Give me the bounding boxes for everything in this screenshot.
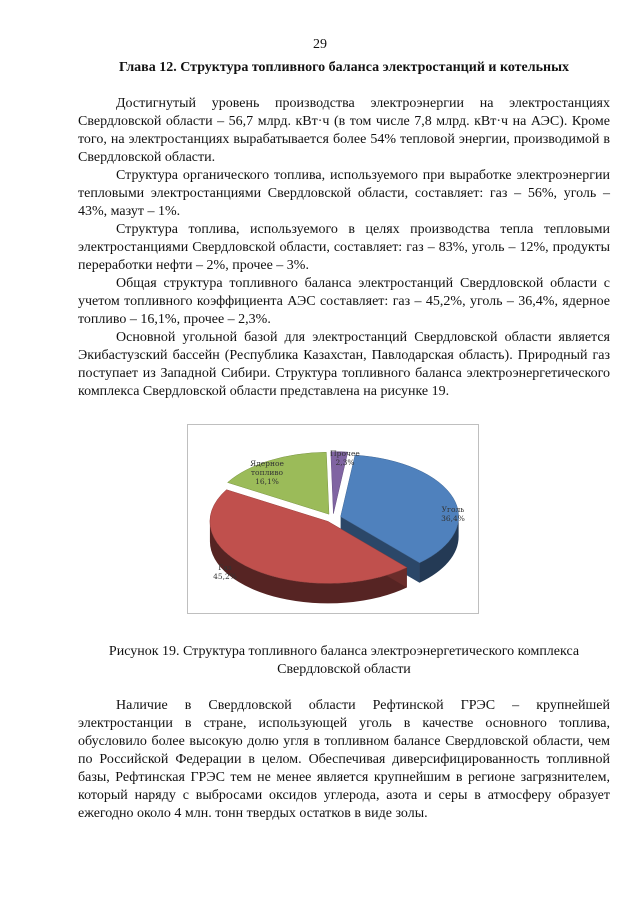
slice-label-2: Ядерное топливо 16,1% [250, 459, 284, 486]
paragraph-electricity-output: Достигнутый уровень производства электроэнергии на электростанциях Свердловской области – 56,7 млрд. кВт·ч (в том числе 7,8 млрд. кВт·ч на АЭС). Кроме того, на электростанциях вырабатывается более 54% тепловой энергии, производимой в Свердловской области. [78, 96, 610, 165]
pie-chart-figure [187, 424, 479, 614]
paragraph-organic-fuel-structure: Структура органического топлива, используемого при выработке электроэнергии тепловыми электростанциями Свердловской области, составляет: газ – 56%, уголь – 43%, мазут – 1%. [78, 168, 610, 219]
text-block-after-figure [78, 697, 610, 823]
text-block-before-figure [78, 95, 610, 401]
chapter-title: Глава 12. Структура топливного баланса электростанций и котельных [118, 60, 569, 75]
paragraph-coal-gas-sources: Основной угольной базой для электростанций Свердловской области является Экибастузский бассейн (Республика Казахстан, Павлодарская область). Природный газ поступает из Западной Сибири. Структура топливного баланса электроэнергетического комплекса Свердловской области представлена на рисунке 19. [78, 330, 610, 399]
paragraph-reftinskaya-gres: Наличие в Свердловской области Рефтинской ГРЭС – крупнейшей электростанции в стране, использующей уголь в качестве основного топлива, обусловило более высокую долю угля в топливном балансе Свердловской области, чем по Российской Федерации в целом. Обеспечивая диверсифицированность топливной базы, Рефтинская ГРЭС тем не менее является крупнейшим в регионе загрязнителем, который наряду с выбросами оксидов углерода, азота и серы в атмосферу образует ежегодно около 4 млн. тонн твердых остатков в виде золы. [78, 698, 610, 821]
paragraph-heat-fuel-structure: Структура топлива, используемого в целях производства тепла тепловыми электростанциями Свердловской области, составляет: газ – 83%, уголь – 12%, продукты переработки нефти – 2%, прочее – 3%. [78, 222, 610, 273]
pie-chart [188, 425, 478, 613]
slice-label-0: Уголь 36,4% [441, 505, 465, 523]
paragraph-overall-fuel-balance: Общая структура топливного баланса электростанций Свердловской области с учетом топливного коэффициента АЭС составляет: газ – 45,2%, уголь – 36,4%, ядерное топливо – 16,1%, прочее – 2,3%. [78, 276, 610, 327]
page-number: 29 [313, 37, 327, 52]
figure-caption: Рисунок 19. Структура топливного баланса электроэнергетического комплекса Свердловской области [108, 644, 580, 677]
slice-label-3: Прочее 2,3% [330, 449, 360, 467]
slice-label-1: Газ 45,2% [213, 563, 237, 581]
